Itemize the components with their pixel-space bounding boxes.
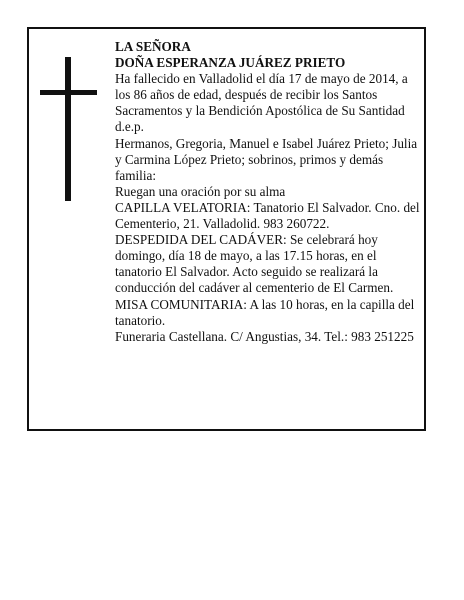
death-announcement: Ha fallecido en Valladolid el día 17 de mayo de 2014, a los 86 años de edad, después de recibir los Santos Sacramentos y la Bendición Apostólica de Su Santidad d.e.p.	[115, 71, 408, 135]
cross-vertical-bar	[65, 57, 71, 201]
deceased-name: DOÑA ESPERANZA JUÁREZ PRIETO	[115, 55, 346, 71]
farewell-info: DESPEDIDA DEL CADÁVER: Se celebrará hoy domingo, día 18 de mayo, a las 17.15 horas, en el tanatorio El Salvador. Acto seguido se realizará la conducción del cadáver al cementerio de El Carmen.	[115, 232, 394, 296]
cross-horizontal-bar	[40, 90, 97, 95]
notice-text	[115, 39, 421, 345]
mass-info: MISA COMUNITARIA: A las 10 horas, en la capilla del tanatorio.	[115, 296, 415, 328]
family-members: Hermanos, Gregoria, Manuel e Isabel Juárez Prieto; Julia y Carmina López Prieto; sobrinos, primos y demás familia:	[115, 135, 418, 183]
cross-icon	[40, 57, 97, 201]
obituary-notice	[27, 27, 426, 431]
wake-chapel-info: CAPILLA VELATORIA: Tanatorio El Salvador. Cno. del Cementerio, 21. Valladolid. 983 260722.	[115, 199, 420, 232]
prayer-request: Ruegan una oración por su alma	[115, 183, 286, 199]
notice-heading: LA SEÑORA	[115, 39, 191, 54]
funeral-home-info: Funeraria Castellana. C/ Angustias, 34. Tel.: 983 251225	[115, 328, 414, 344]
